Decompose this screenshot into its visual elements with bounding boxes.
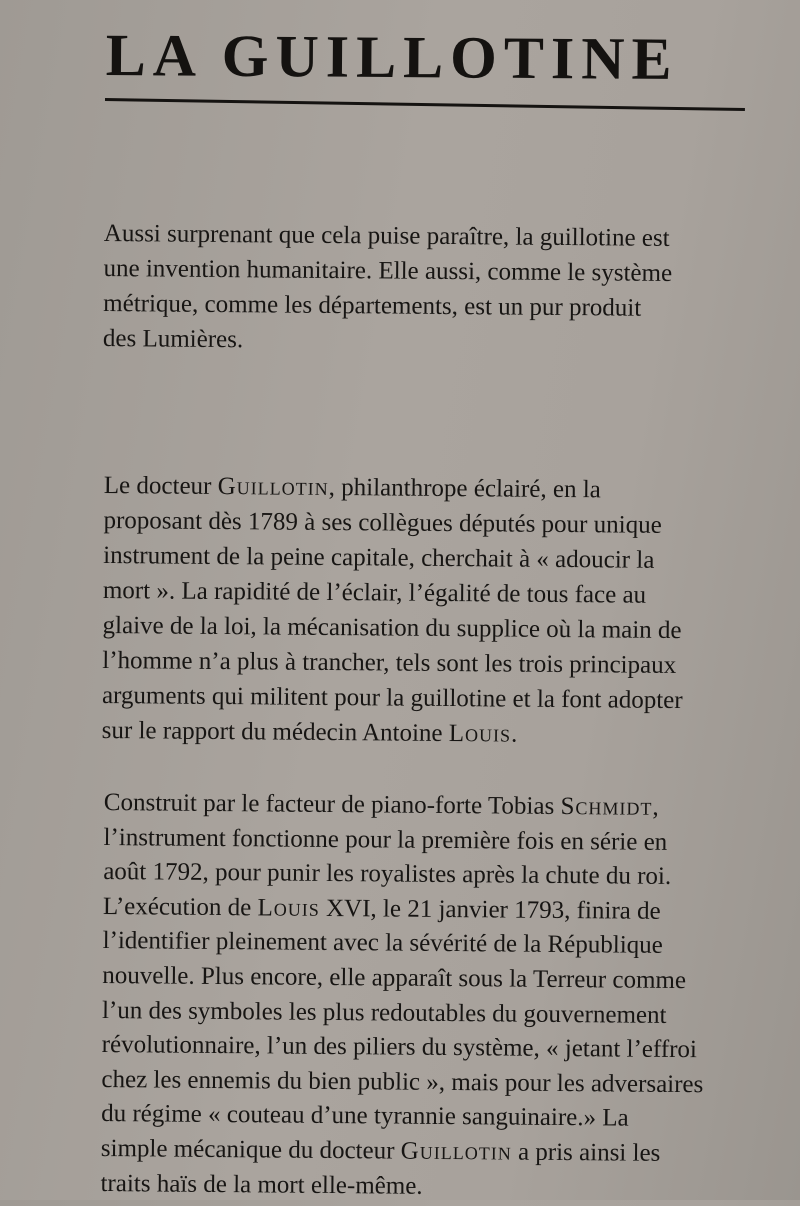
paragraph-line: Construit par le facteur de piano-forte Tobias Schmidt,	[103, 788, 659, 821]
paragraph-line: l’un des symboles les plus redoutables du gouvernement	[101, 996, 667, 1029]
paragraph-line: traits haïs de la mort elle-même.	[100, 1169, 423, 1200]
page-title: LA GUILLOTINE	[105, 21, 679, 92]
paragraph-line: nouvelle. Plus encore, elle apparaît sous la Terreur comme	[102, 961, 687, 995]
paragraph-line: sur le rapport du médecin Antoine Louis.	[101, 716, 518, 748]
paragraph-line: août 1792, pour punir les royalistes après la chute du roi.	[103, 858, 672, 891]
paragraph-line: l’homme n’a plus à trancher, tels sont les trois principaux	[102, 646, 677, 679]
paragraph-line: Le docteur Guillotin, philanthrope éclairé, en la	[103, 471, 601, 504]
paragraph-line: proposant dès 1789 à ses collègues députés pour unique	[103, 506, 662, 539]
paragraph-line: simple mécanique du docteur Guillotin a pris ainsi les	[100, 1134, 661, 1167]
paragraph-line: révolutionnaire, l’un des piliers du système, « jetant l’effroi	[101, 1031, 698, 1064]
paragraph-line: des Lumières.	[102, 324, 244, 354]
title-underline	[105, 98, 745, 111]
paragraph-intro	[103, 216, 673, 361]
paragraph-line: l’identifier pleinement avec la sévérité de la République	[102, 927, 663, 960]
paragraph-line: arguments qui militent pour la guillotine et la font adopter	[101, 681, 683, 715]
paragraph-line: une invention humanitaire. Elle aussi, comme le système	[103, 254, 673, 287]
paragraph-guillotin	[102, 468, 685, 753]
paragraph-line: chez les ennemis du bien public », mais pour les adversaires	[101, 1065, 704, 1098]
paragraph-schmidt	[100, 786, 706, 1206]
paragraph-line: glaive de la loi, la mécanisation du supplice où la main de	[102, 611, 682, 645]
paragraph-line: métrique, comme les départements, est un pur produit	[103, 289, 642, 322]
paragraph-line: l’instrument fonctionne pour la première fois en série en	[103, 823, 668, 856]
paragraph-line: Aussi surprenant que cela puise paraître, la guillotine est	[103, 219, 670, 252]
paragraph-line: instrument de la peine capitale, cherchait à « adoucir la	[103, 541, 655, 574]
paragraph-line: L’exécution de Louis XVI, le 21 janvier 1793, finira de	[102, 892, 661, 925]
paragraph-line: du régime « couteau d’une tyrannie sanguinaire.» La	[101, 1100, 629, 1132]
paragraph-line: mort ». La rapidité de l’éclair, l’égalité de tous face au	[102, 576, 647, 609]
